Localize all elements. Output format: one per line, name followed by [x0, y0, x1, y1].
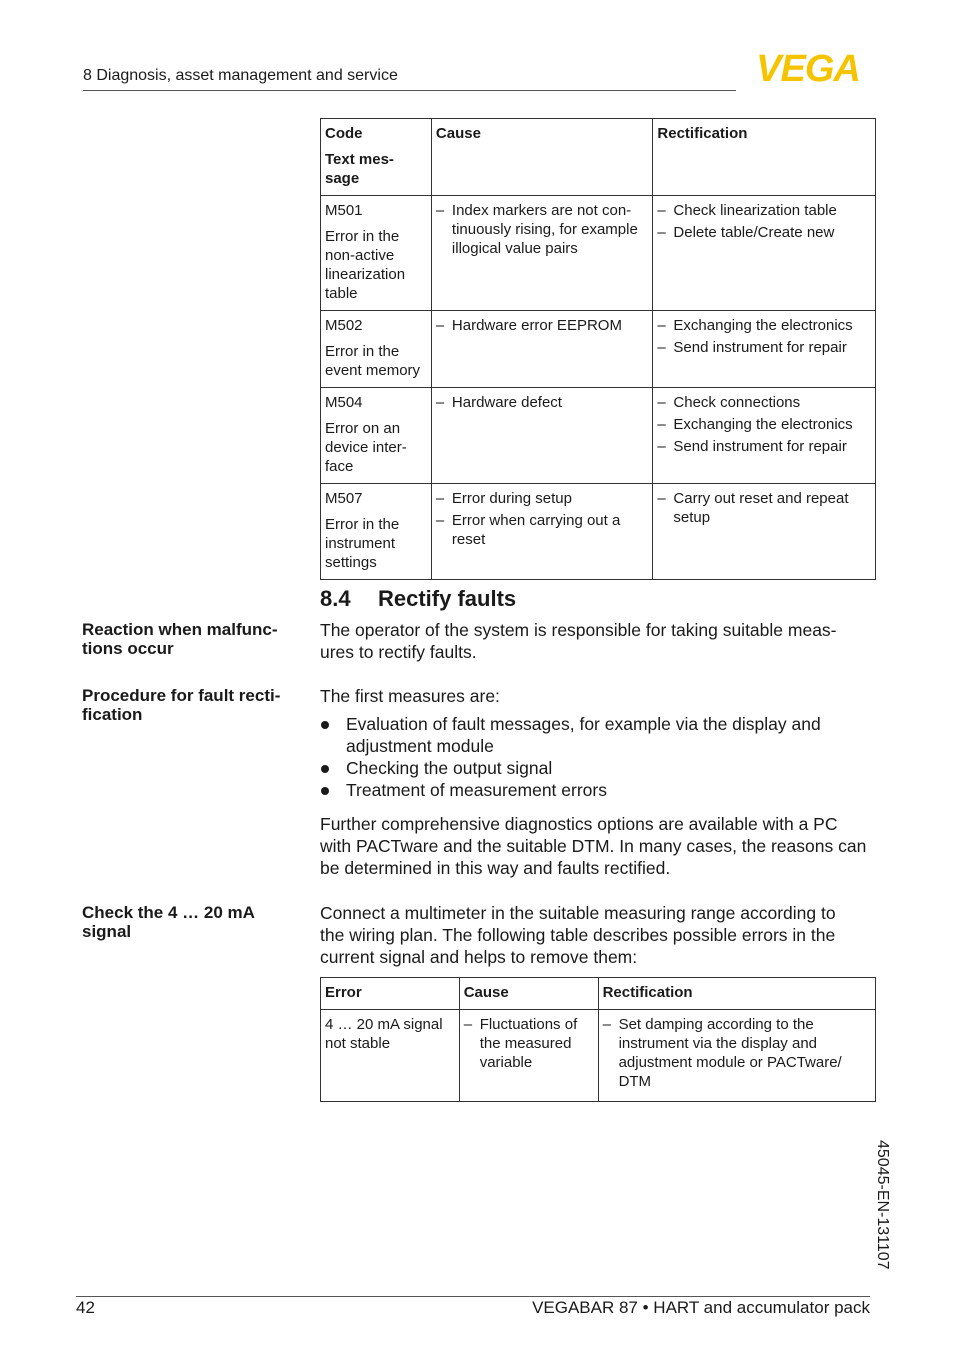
page-number: 42 — [76, 1298, 95, 1317]
code-header: Code — [325, 125, 363, 142]
fault-text: Error in the non-active linearization table — [325, 228, 406, 302]
side-heading-reaction: Reaction when malfunc- tions occur — [82, 620, 278, 658]
table-header-row — [321, 978, 876, 1010]
rectification-item: – Send instrument for repair — [657, 338, 871, 357]
check-text: Connect a multimeter in the suitable measuring range according to the wiring plan. The following table describes possible errors in the current signal and helps to remove them: — [320, 903, 836, 967]
table-row — [321, 484, 876, 580]
cause-item: – Fluctuations of the measured variable — [464, 1015, 594, 1072]
procedure-intro: The first measures are: — [320, 686, 500, 706]
rectification-item: – Exchanging the electronics — [657, 316, 871, 335]
rectification-item: – Carry out reset and repeat setup — [657, 489, 871, 527]
table-row — [321, 311, 876, 388]
cause-cell — [459, 1010, 598, 1102]
cause-cell — [431, 484, 653, 580]
cause-item: – Index markers are not con- tinuously rising, for example illogical value pairs — [436, 201, 649, 258]
signal-error-table — [320, 977, 876, 1102]
table-row — [321, 196, 876, 311]
table-row — [321, 1010, 876, 1102]
reaction-text: The operator of the system is responsible for taking suitable meas- ures to rectify faults. — [320, 620, 837, 662]
code-cell — [321, 196, 432, 311]
list-item: Treatment of measurement errors — [320, 779, 880, 801]
cause-item: – Error when carrying out a reset — [436, 511, 649, 549]
list-item: Evaluation of fault messages, for example via the display and adjustment module — [320, 713, 880, 757]
rectification-cell — [653, 311, 876, 388]
rectification-header: Rectification — [598, 978, 875, 1010]
cause-cell — [431, 388, 653, 484]
cause-cell — [431, 311, 653, 388]
section-heading — [320, 586, 516, 612]
rectification-item: – Exchanging the electronics — [657, 415, 871, 434]
vega-logo — [742, 50, 874, 86]
svg-text:VEGA: VEGA — [756, 50, 860, 86]
rectification-item: – Check linearization table — [657, 201, 871, 220]
fault-text: Error in the instrument settings — [325, 516, 400, 571]
cause-item: – Hardware error EEPROM — [436, 316, 649, 335]
rectification-header: Rectification — [653, 119, 876, 196]
rectification-item: – Set damping according to the instrument via the display and adjustment module or PACTware/ DTM — [603, 1015, 871, 1091]
code-cell — [321, 388, 432, 484]
side-heading-check-signal: Check the 4 … 20 mA signal — [82, 903, 255, 941]
rectification-cell — [653, 196, 876, 311]
rectification-item: – Delete table/Create new — [657, 223, 871, 242]
cause-item: – Hardware defect — [436, 393, 649, 412]
rectification-item: – Send instrument for repair — [657, 437, 871, 456]
rectification-cell — [653, 484, 876, 580]
fault-code: M502 — [325, 317, 363, 334]
list-item: Checking the output signal — [320, 757, 880, 779]
section-number: 8.4 — [320, 586, 351, 611]
text-message-header: Text mes- sage — [325, 151, 394, 187]
document-id: 45045-EN-131107 — [874, 1140, 891, 1270]
code-cell — [321, 311, 432, 388]
table-header-row — [321, 119, 876, 196]
code-header-cell — [321, 119, 432, 196]
section-title: Rectify faults — [378, 586, 517, 611]
footer-rule — [76, 1296, 870, 1297]
error-header: Error — [321, 978, 460, 1010]
fault-code: M501 — [325, 202, 363, 219]
table-row — [321, 388, 876, 484]
cause-item: – Error during setup — [436, 489, 649, 508]
rectification-cell — [653, 388, 876, 484]
footer-title: VEGABAR 87 • HART and accumulator pack — [532, 1298, 870, 1317]
procedure-further-text: Further comprehensive diagnostics options are available with a PC with PACTware and the suitable DTM. In many cases, the reasons can be determined in this way and faults rectified. — [320, 814, 867, 878]
error-cell: 4 … 20 mA signal not stable — [321, 1010, 460, 1102]
fault-text: Error on an device inter- face — [325, 420, 407, 475]
fault-text: Error in the event memory — [325, 343, 421, 379]
procedure-block — [320, 685, 880, 879]
reaction-paragraph — [320, 619, 880, 663]
side-heading-procedure: Procedure for fault recti- fication — [82, 686, 281, 724]
rectification-cell — [598, 1010, 875, 1102]
fault-code: M504 — [325, 394, 363, 411]
procedure-list — [320, 713, 880, 801]
rectification-item: – Check connections — [657, 393, 871, 412]
fault-code: M507 — [325, 490, 363, 507]
cause-header: Cause — [459, 978, 598, 1010]
check-paragraph — [320, 902, 880, 968]
cause-cell — [431, 196, 653, 311]
cause-header: Cause — [431, 119, 653, 196]
code-cell — [321, 484, 432, 580]
running-header: 8 Diagnosis, asset management and service — [83, 67, 398, 84]
header-rule — [83, 90, 736, 91]
fault-code-table — [320, 118, 876, 580]
